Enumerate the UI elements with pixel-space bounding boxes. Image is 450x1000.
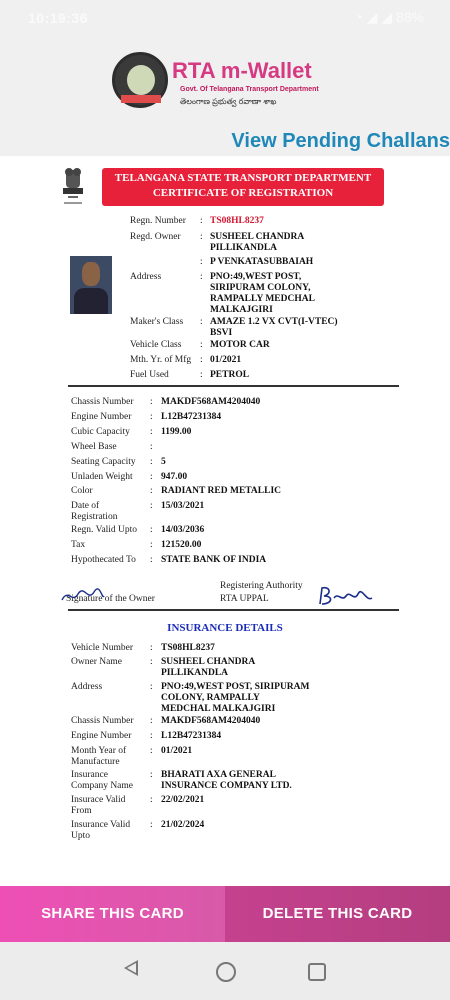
ins-from-label: Insurace Valid From xyxy=(71,795,126,816)
regdate-value: 15/03/2021 xyxy=(161,501,205,511)
wheel-label: Wheel Base xyxy=(71,442,117,452)
father-value: P VENKATASUBBAIAH xyxy=(210,257,314,267)
registration-card: TELANGANA STATE TRANSPORT DEPARTMENT CERTIFICATE OF REGISTRATION Regn. Number : TS08HL8237 Regd. Owner : SUSHEEL CHANDRA PILLIKANDLA : P VENKATASUBBAIAH Address : PNO:49,WEST POST, SIRIPURAM COLONY, RAMPALLY MEDCHAL MALKAJGIRI Maker's Class : AMAZE 1.2 VX CVT(I-VTEC) BSVI Vehicle Class : MOTOR CAR Mth. Yr. of Mfg : 01/2021 Fuel Used : PETROL Chassis Number : MAKDF568AM4204040 Engine Number : L12B47231384 Cubic Capacity : 1199.00 Wheel Base : Seating Capacity : 5 Unladen Weight : 947.00 Color : RADIANT RED METALLIC Date of Registration : 15/03/2021 Regn. Valid Upto : 14/03/2036 Tax : 121520.00 Hypothecated To : STATE BANK OF INDIA Signature of the Owner Registering Authority RTA UPPAL INSURANCE DETAILS Vehicle Number : TS08HL8237 Owner Name : SUSHEEL CHANDRA PILLIKANDLA Address : PNO:49,WEST POST, SIRIPURAM COLONY, RAMPALLY MEDCHAL MALKAJGIRI Chassis Number : MAKDF568AM4204040 Engine Number : L12B47231384 Month Year of Manufacture : 01/2021 Insurance Company Name : BHARATI AXA GENERAL INSURANCE COMPANY LTD. Insurace Valid From : 22/02/2021 Insurance Valid Upto : 21/02/2024 xyxy=(0,156,450,886)
ins-chassis-label: Chassis Number xyxy=(71,716,134,726)
home-icon[interactable] xyxy=(216,962,236,982)
owner-value: SUSHEEL CHANDRA PILLIKANDLA xyxy=(210,232,305,253)
ins-vehicle-value: TS08HL8237 xyxy=(161,643,215,653)
app-subtitle: Govt. Of Telangana Transport Department xyxy=(180,86,319,93)
ins-owner-value: SUSHEEL CHANDRA PILLIKANDLA xyxy=(161,657,256,678)
owner-signature-label: Signature of the Owner xyxy=(66,594,155,604)
hypothecation-value: STATE BANK OF INDIA xyxy=(161,555,267,565)
section-divider xyxy=(68,385,399,387)
telangana-emblem-icon xyxy=(112,52,168,108)
regn-number-value: TS08HL8237 xyxy=(210,216,264,226)
ins-address-value: PNO:49,WEST POST, SIRIPURAM COLONY, RAMPALLY MEDCHAL MALKAJGIRI xyxy=(161,682,310,714)
ins-company-label: Insurance Company Name xyxy=(71,770,134,791)
app-telugu-title: తెలంగాణ ప్రభుత్వ రవాణా శాఖ xyxy=(180,97,277,106)
ins-chassis-value: MAKDF568AM4204040 xyxy=(161,716,261,726)
status-icons: ◔ ◢ ◢ 88% xyxy=(354,9,424,25)
ins-month-value: 01/2021 xyxy=(161,746,193,756)
certificate-title xyxy=(102,168,384,206)
insurance-title: INSURANCE DETAILS xyxy=(167,622,283,634)
regdate-label: Date of Registration xyxy=(71,501,118,522)
vehicle-class-label: Vehicle Class xyxy=(130,340,182,350)
fuel-label: Fuel Used xyxy=(130,370,169,380)
cc-value: 1199.00 xyxy=(161,427,192,437)
ins-upto-value: 21/02/2024 xyxy=(161,820,205,830)
chassis-label: Chassis Number xyxy=(71,397,134,407)
color-label: Color xyxy=(71,486,93,496)
delete-card-button[interactable]: DELETE THIS CARD xyxy=(225,886,450,942)
ins-address-label: Address xyxy=(71,682,103,692)
ashoka-emblem-icon xyxy=(58,166,88,208)
share-card-button[interactable]: SHARE THIS CARD xyxy=(0,886,225,942)
valid-label: Regn. Valid Upto xyxy=(71,525,138,535)
maker-label: Maker's Class xyxy=(130,317,184,327)
navigation-bar xyxy=(0,942,450,1000)
app-header xyxy=(0,36,450,156)
cc-label: Cubic Capacity xyxy=(71,427,130,437)
owner-label: Regd. Owner xyxy=(130,232,181,242)
ins-upto-label: Insurance Valid Upto xyxy=(71,820,131,841)
certificate-title-line2: CERTIFICATE OF REGISTRATION xyxy=(152,187,334,199)
address-label: Address xyxy=(130,272,162,282)
ins-engine-value: L12B47231384 xyxy=(161,731,222,741)
app-logo xyxy=(112,52,342,112)
certificate-title-line1: TELANGANA STATE TRANSPORT DEPARTMENT xyxy=(114,172,372,184)
mfg-label: Mth. Yr. of Mfg xyxy=(130,355,192,365)
authority-signature-icon xyxy=(316,584,376,610)
ins-owner-label: Owner Name xyxy=(71,657,122,667)
unladen-value: 947.00 xyxy=(161,472,188,482)
chassis-value: MAKDF568AM4204040 xyxy=(161,397,261,407)
address-value: PNO:49,WEST POST, SIRIPURAM COLONY, RAMPALLY MEDCHAL MALKAJGIRI xyxy=(210,272,315,315)
maker-value: AMAZE 1.2 VX CVT(I-VTEC) BSVI xyxy=(210,317,338,338)
color-value: RADIANT RED METALLIC xyxy=(161,486,281,496)
regn-number-label: Regn. Number xyxy=(130,216,186,226)
hypothecation-label: Hypothecated To xyxy=(71,555,136,565)
mfg-value: 01/2021 xyxy=(210,355,242,365)
section-divider xyxy=(68,609,399,611)
engine-value: L12B47231384 xyxy=(161,412,222,422)
ins-company-value: BHARATI AXA GENERAL INSURANCE COMPANY LTD. xyxy=(161,770,292,791)
ins-from-value: 22/02/2021 xyxy=(161,795,205,805)
registering-authority-label: Registering Authority RTA UPPAL xyxy=(220,581,303,604)
tax-label: Tax xyxy=(71,540,86,550)
owner-signature-icon xyxy=(60,586,106,606)
seating-value: 5 xyxy=(161,457,166,467)
tax-value: 121520.00 xyxy=(161,540,202,550)
status-time: 10:19:36 xyxy=(28,10,89,26)
unladen-label: Unladen Weight xyxy=(71,472,133,482)
ins-engine-label: Engine Number xyxy=(71,731,132,741)
ins-vehicle-label: Vehicle Number xyxy=(71,643,133,653)
owner-photo xyxy=(70,256,112,314)
view-pending-challans-link[interactable]: View Pending Challans xyxy=(231,130,450,152)
fuel-value: PETROL xyxy=(210,370,250,380)
app-name: RTA m-Wallet xyxy=(172,58,312,83)
status-bar xyxy=(0,0,450,36)
recent-apps-icon[interactable] xyxy=(308,963,326,981)
vehicle-class-value: MOTOR CAR xyxy=(210,340,270,350)
back-icon[interactable] xyxy=(124,960,138,976)
engine-label: Engine Number xyxy=(71,412,132,422)
ins-month-label: Month Year of Manufacture xyxy=(71,746,127,767)
seating-label: Seating Capacity xyxy=(71,457,136,467)
valid-value: 14/03/2036 xyxy=(161,525,205,535)
